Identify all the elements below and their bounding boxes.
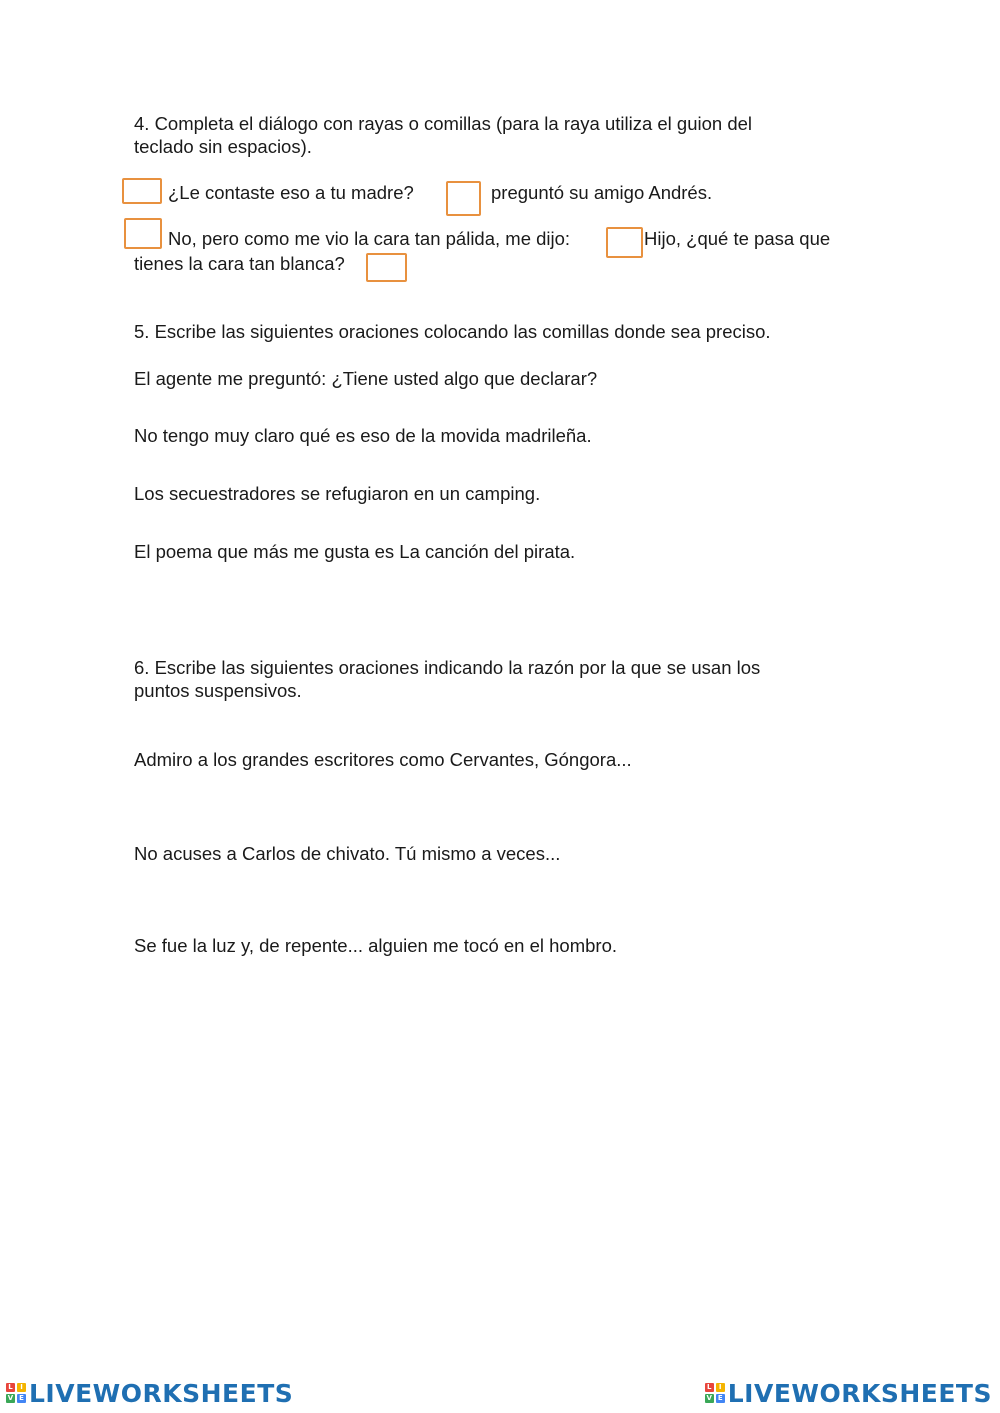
logo-letter: V: [706, 1394, 712, 1402]
exercise6-instruction-line1: 6. Escribe las siguientes oraciones indicando la razón por la que se usan los: [134, 657, 761, 678]
logo-brand-text: LIVEWORKSHEETS: [727, 1378, 992, 1408]
logo-grid-icon: [6, 1383, 26, 1403]
answer-box-1[interactable]: [122, 178, 162, 204]
exercise5-sentence: El poema que más me gusta es La canción del pirata.: [134, 541, 576, 562]
exercise6-sentence: No acuses a Carlos de chivato. Tú mismo a veces...: [134, 843, 561, 864]
exercise5-sentence: Los secuestradores se refugiaron en un camping.: [134, 483, 541, 504]
logo-brand-text: LIVEWORKSHEETS: [29, 1378, 294, 1408]
answer-box-4[interactable]: [606, 227, 643, 258]
logo-letter: I: [17, 1383, 26, 1392]
exercise6-instruction-line2: puntos suspensivos.: [134, 680, 302, 701]
answer-box-5[interactable]: [366, 253, 407, 282]
dialog2-text-a: No, pero como me vio la cara tan pálida, me dijo:: [168, 228, 571, 249]
answer-box-2[interactable]: [446, 181, 481, 216]
dialog2-text-b: Hijo, ¿qué te pasa que: [644, 228, 831, 249]
logo-letter: E: [17, 1394, 26, 1403]
dialog1-text-a: ¿Le contaste eso a tu madre?: [168, 182, 414, 203]
exercise6-sentence: Se fue la luz y, de repente... alguien me tocó en el hombro.: [134, 935, 618, 956]
liveworksheets-logo-right: [705, 1379, 992, 1407]
dialog1-text-b: preguntó su amigo Andrés.: [491, 182, 713, 203]
exercise4-instruction-line1: 4. Completa el diálogo con rayas o comillas (para la raya utiliza el guion del: [134, 113, 753, 134]
answer-box-3[interactable]: [124, 218, 162, 249]
logo-grid-icon: [705, 1383, 725, 1403]
exercise6-sentence: Admiro a los grandes escritores como Cervantes, Góngora...: [134, 749, 632, 770]
logo-letter: L: [6, 1383, 15, 1392]
liveworksheets-logo-left: [6, 1379, 293, 1407]
logo-letter: E: [716, 1394, 725, 1403]
exercise5-instruction: 5. Escribe las siguientes oraciones colocando las comillas donde sea preciso.: [134, 321, 771, 342]
logo-letter: L: [705, 1383, 714, 1392]
logo-letter: I: [716, 1383, 725, 1392]
exercise5-sentence: El agente me preguntó: ¿Tiene usted algo que declarar?: [134, 368, 598, 389]
exercise5-sentence: No tengo muy claro qué es eso de la movida madrileña.: [134, 425, 592, 446]
logo-letter: V: [7, 1394, 14, 1402]
exercise4-instruction-line2: teclado sin espacios).: [134, 136, 312, 157]
dialog2-text-c: tienes la cara tan blanca?: [134, 253, 345, 274]
